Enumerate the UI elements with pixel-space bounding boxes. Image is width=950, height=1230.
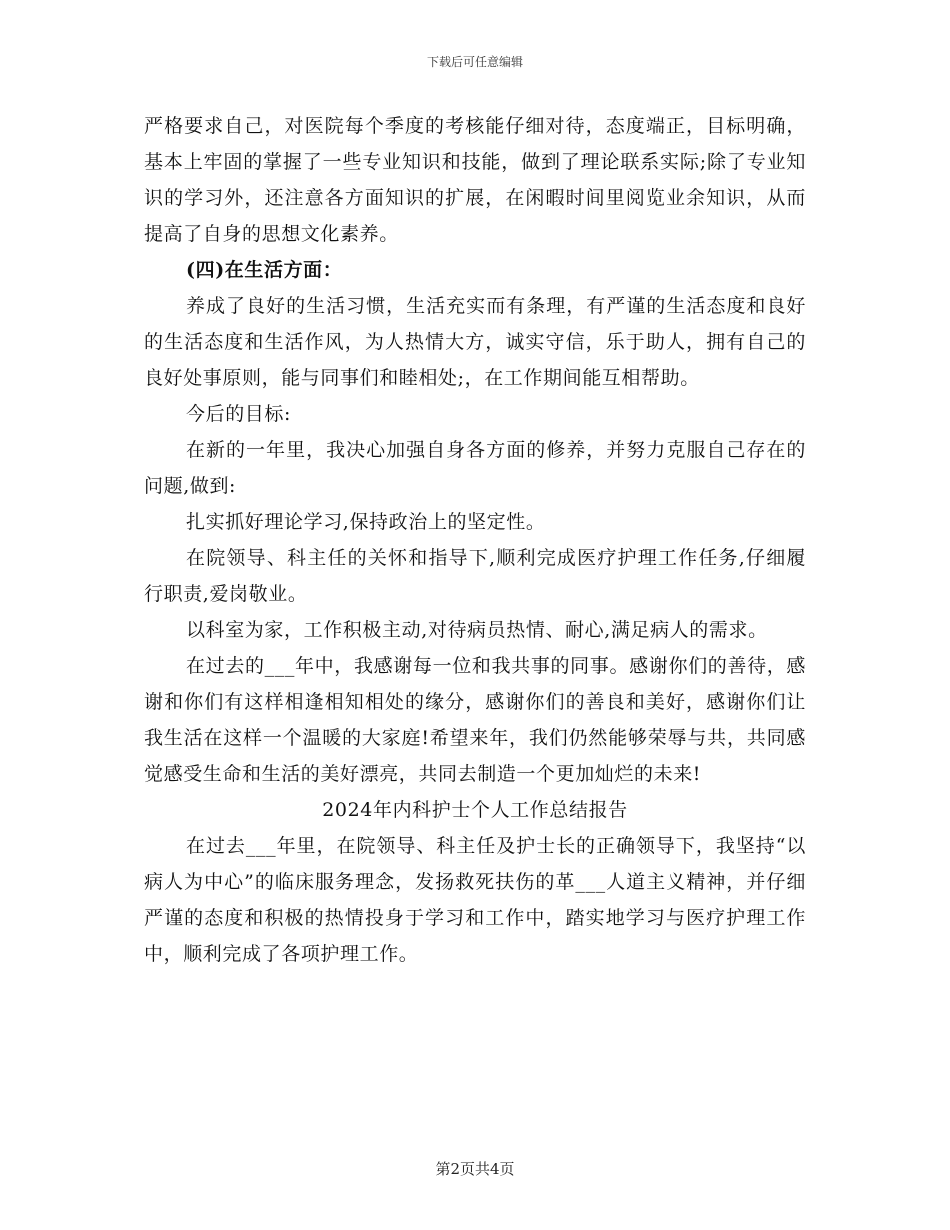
- section-title: 2024年内科护士个人工作总结报告: [322, 799, 628, 821]
- paragraph-goal-2: 在院领导、科主任的关怀和指导下,顺利完成医疗护理工作任务,仔细履行职责,爱岗敬业。: [144, 547, 806, 605]
- paragraph-goals-heading: 今后的目标:: [186, 403, 292, 425]
- header-note: 下载后可任意编辑: [426, 55, 523, 69]
- paragraph-goal-1: 扎实抓好理论学习,保持政治上的坚定性。: [186, 511, 546, 533]
- subheading-life: (四)在生活方面：: [186, 259, 343, 281]
- paragraph-thanks: 在过去的___年中，我感谢每一位和我共事的同事。感谢你们的善待，感谢和你们有这样相逢相知相处的缘分，感谢你们的善良和美好，感谢你们让我生活在这样一个温暖的大家庭!希望来年，我们仍然能够荣辱与共，共同感觉感受生命和生活的美好漂亮，共同去制造一个更加灿烂的未来!: [144, 655, 806, 785]
- paragraph-continuation: 严格要求自己，对医院每个季度的考核能仔细对待，态度端正，目标明确，基本上牢固的掌握了一些专业知识和技能，做到了理论联系实际;除了专业知识的学习外，还注意各方面知识的扩展，在闲暇时间里阅览业余知识，从而提高了自身的思想文化素养。: [144, 115, 806, 245]
- paragraph-life: 养成了良好的生活习惯，生活充实而有条理，有严谨的生活态度和良好的生活态度和生活作风，为人热情大方，诚实守信，乐于助人，拥有自己的良好处事原则，能与同事们和睦相处;，在工作期间能互相帮助。: [144, 295, 806, 389]
- page-footer: 第2页共4页: [435, 1160, 515, 1178]
- paragraph-goals-intro: 在新的一年里，我决心加强自身各方面的修养，并努力克服自己存在的问题,做到:: [144, 439, 806, 497]
- document-body: [144, 108, 806, 972]
- paragraph-goal-3: 以科室为家，工作积极主动,对待病员热情、耐心,满足病人的需求。: [186, 619, 768, 641]
- paragraph-section-intro: 在过去___年里，在院领导、科主任及护士长的正确领导下，我坚持“以病人为中心”的临床服务理念，发扬救死扶伤的革___人道主义精神，并仔细严谨的态度和积极的热情投身于学习和工作中，踏实地学习与医疗护理工作中，顺利完成了各项护理工作。: [144, 835, 806, 965]
